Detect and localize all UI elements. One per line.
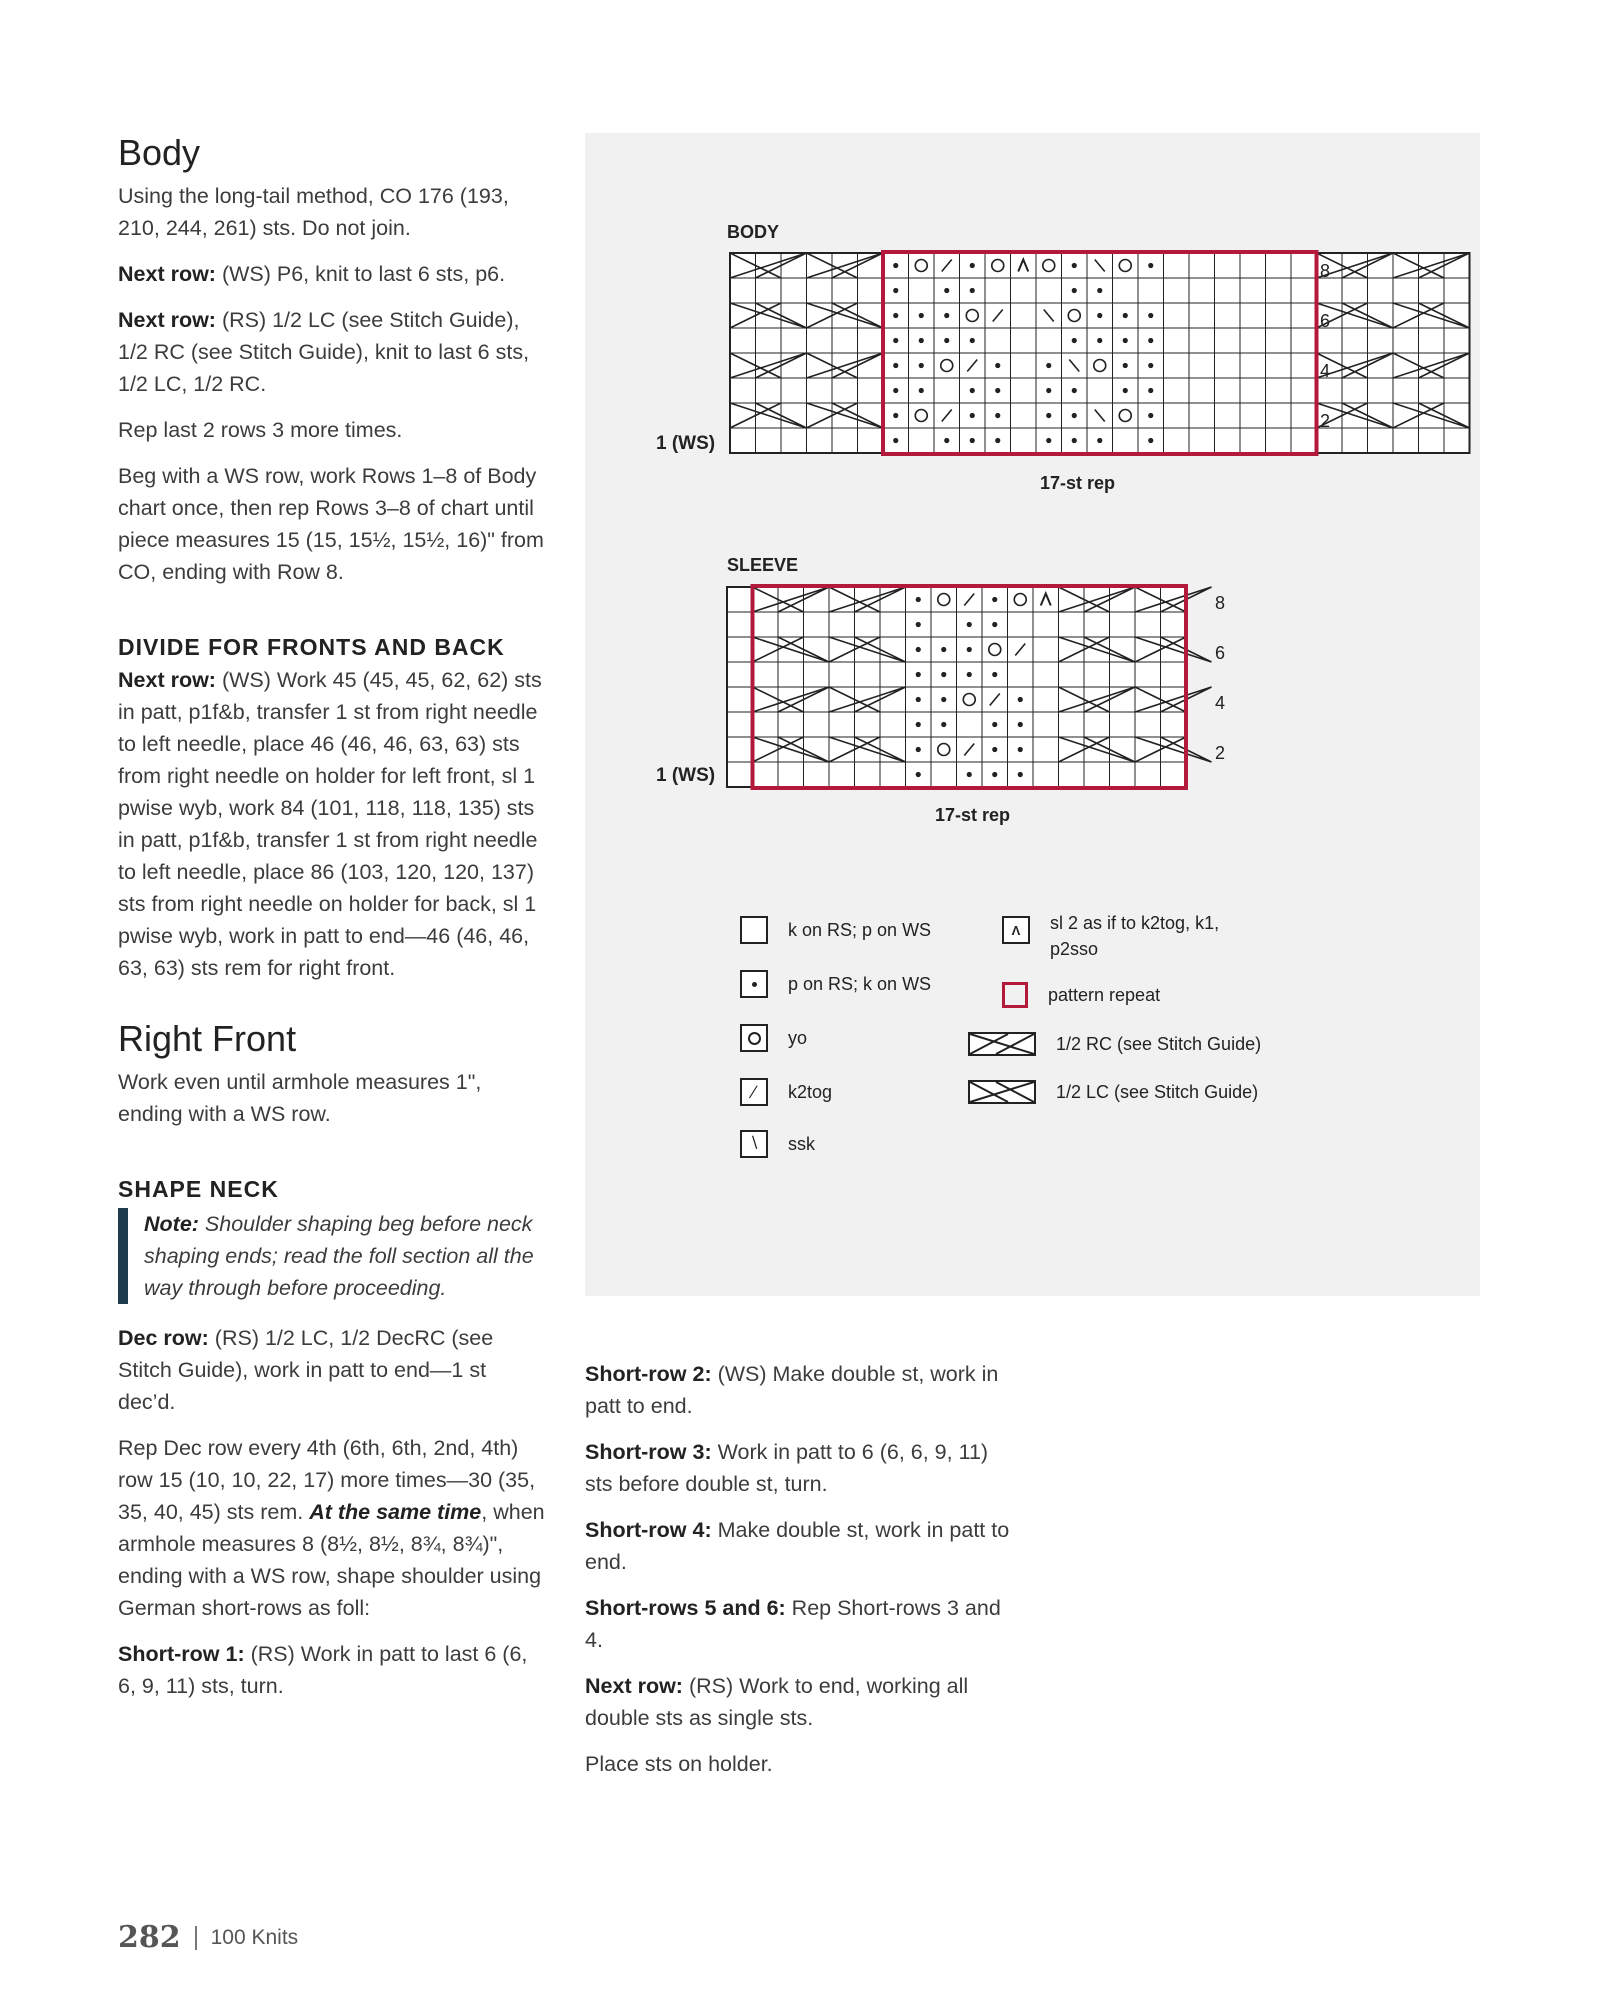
text: (RS) Work to end, working all double sts as single sts.	[585, 1674, 969, 1730]
page-number: 282	[118, 1920, 181, 1955]
body-chart-purl-dot	[893, 413, 898, 418]
sl2-k1-p2sso-icon: Λ	[1002, 916, 1030, 944]
body-paragraph-5: Beg with a WS row, work Rows 1–8 of Body chart once, then rep Rows 3–8 of chart until piece measures 15 (15, 15½, 15½, 16)" from CO, ending with Row 8.	[118, 464, 544, 584]
body-chart-purl-dot	[1046, 363, 1051, 368]
note-text: Shoulder shaping beg before neck shaping ends; read the foll section all the way through before proceeding.	[144, 1212, 534, 1300]
sleeve-chart-purl-dot	[992, 772, 997, 777]
cable-rc-icon	[968, 1032, 1036, 1056]
label: Dec row:	[118, 1326, 209, 1350]
legend-yo-text: yo	[788, 1027, 808, 1048]
text: , when armhole measures 8 (8½, 8½, 8¾, 8¾)", ending with a WS row, shape shoulder using German short-rows as foll:	[118, 1500, 545, 1620]
divide-heading: DIVIDE FOR FRONTS AND BACK	[118, 634, 505, 660]
legend-purl	[740, 970, 931, 998]
page-footer	[118, 1920, 298, 1955]
legend-repeat	[1002, 982, 1160, 1008]
body-chart-purl-dot	[1123, 313, 1128, 318]
sleeve-chart-purl-dot	[916, 597, 921, 602]
sleeve-chart-purl-dot	[1018, 722, 1023, 727]
legend-lc	[968, 1080, 1258, 1104]
body-row-8-label: 8	[1320, 261, 1331, 281]
sleeve-chart-purl-dot	[992, 622, 997, 627]
legend-rc-text: 1/2 RC (see Stitch Guide)	[1056, 1033, 1262, 1054]
sleeve-chart-title: SLEEVE	[727, 555, 799, 575]
sleeve-chart-purl-dot	[967, 647, 972, 652]
legend-knit-text: k on RS; p on WS	[788, 919, 932, 940]
legend-sl2	[1002, 910, 1220, 962]
text: (WS) Work 45 (45, 45, 62, 62) sts in patt, p1f&b, transfer 1 st from right needle to left needle, place 46 (46, 46, 63, 63) sts from right needle on holder for left front, sl 1 pwise wyb, work 84 (101, 118, 118, 135) sts in patt, p1f&b, transfer 1 st from right needle to left needle, place 86 (103, 120, 120, 137) sts from right needle on holder for back, sl 1 pwise wyb, work in patt to end—46 (46, 46, 63, 63) sts rem for right front.	[118, 668, 542, 980]
legend-yo	[740, 1024, 807, 1052]
body-chart-purl-dot	[1148, 413, 1153, 418]
body-chart-purl-dot	[919, 363, 924, 368]
short-row-4-paragraph	[585, 1514, 1015, 1578]
sleeve-chart-purl-dot	[992, 722, 997, 727]
body-chart-purl-dot	[970, 388, 975, 393]
footer-divider	[195, 1926, 197, 1950]
next-row-paragraph	[585, 1670, 1015, 1734]
body-row-6-label: 6	[1320, 311, 1331, 331]
label: Short-rows 5 and 6:	[585, 1596, 786, 1620]
sleeve-chart-purl-dot	[916, 647, 921, 652]
continued-column	[585, 1358, 1015, 1794]
ssk-icon: ∖	[740, 1130, 768, 1158]
text: (RS) 1/2 LC, 1/2 DecRC (see Stitch Guide), work in patt to end—1 st dec’d.	[118, 1326, 494, 1414]
sleeve-chart-purl-dot	[916, 697, 921, 702]
emphasis: At the same time	[309, 1500, 482, 1524]
sleeve-chart-purl-dot	[992, 672, 997, 677]
sleeve-chart-purl-dot	[941, 722, 946, 727]
legend-ssk-text: ssk	[788, 1133, 815, 1154]
sleeve-chart-purl-dot	[967, 622, 972, 627]
body-chart-purl-dot	[1148, 363, 1153, 368]
text: (WS) Make double st, work in patt to end.	[585, 1362, 999, 1418]
purl-icon	[740, 970, 768, 998]
body-chart-purl-dot	[1046, 438, 1051, 443]
sleeve-row-4-label: 4	[1215, 693, 1226, 713]
body-chart-purl-dot	[919, 338, 924, 343]
body-chart-purl-dot	[995, 363, 1000, 368]
body-chart-purl-dot	[944, 438, 949, 443]
body-chart-purl-dot	[1046, 388, 1051, 393]
sleeve-chart-purl-dot	[1018, 747, 1023, 752]
yo-icon	[740, 1024, 768, 1052]
body-chart-purl-dot	[919, 313, 924, 318]
right-front-heading: Right Front	[118, 1018, 297, 1059]
short-row-2-paragraph	[585, 1358, 1015, 1422]
text: (RS) Work in patt to last 6 (6, 6, 9, 11) sts, turn.	[118, 1642, 528, 1698]
sleeve-row-1-label: 1 (WS)	[656, 765, 716, 786]
text: (WS) P6, knit to last 6 sts, p6.	[215, 262, 506, 286]
sleeve-row-8-label: 8	[1215, 593, 1226, 613]
sleeve-chart-purl-dot	[1018, 697, 1023, 702]
short-rows-5-6-paragraph	[585, 1592, 1015, 1656]
body-chart-purl-dot	[893, 263, 898, 268]
body-chart-purl-dot	[919, 388, 924, 393]
sleeve-chart-purl-dot	[916, 622, 921, 627]
body-heading: Body	[118, 132, 201, 173]
body-chart-purl-dot	[1072, 263, 1077, 268]
body-chart-purl-dot	[1148, 313, 1153, 318]
body-chart-purl-dot	[1123, 363, 1128, 368]
text: Rep Short-rows 3 and 4.	[585, 1596, 1001, 1652]
body-chart-purl-dot	[1046, 413, 1051, 418]
body-repeat-label: 17-st rep	[1040, 473, 1116, 493]
sleeve-chart-purl-dot	[916, 747, 921, 752]
body-chart-purl-dot	[1072, 338, 1077, 343]
sleeve-chart-purl-dot	[941, 697, 946, 702]
body-chart-purl-dot	[995, 413, 1000, 418]
label: Next row:	[118, 668, 216, 692]
body-chart-purl-dot	[970, 263, 975, 268]
body-chart-purl-dot	[1072, 388, 1077, 393]
sleeve-chart-purl-dot	[941, 672, 946, 677]
legend-lc-text: 1/2 LC (see Stitch Guide)	[1056, 1081, 1259, 1102]
text: Make double st, work in patt to end.	[585, 1518, 1010, 1574]
body-chart-purl-dot	[970, 438, 975, 443]
body-chart-grid	[730, 252, 1470, 454]
sleeve-row-6-label: 6	[1215, 643, 1226, 663]
label: Next row:	[585, 1674, 683, 1698]
sleeve-chart-purl-dot	[916, 672, 921, 677]
label: Short-row 3:	[585, 1440, 712, 1464]
sleeve-chart-purl-dot	[941, 647, 946, 652]
text: Work in patt to 6 (6, 6, 9, 11) sts before double st, turn.	[585, 1440, 989, 1496]
sleeve-chart-purl-dot	[992, 747, 997, 752]
body-chart-purl-dot	[944, 313, 949, 318]
body-chart-purl-dot	[1097, 288, 1102, 293]
label: Short-row 1:	[118, 1642, 245, 1666]
label: Next row:	[118, 308, 216, 332]
label: Next row:	[118, 262, 216, 286]
right-front-paragraph: Work even until armhole measures 1", ending with a WS row.	[118, 1070, 482, 1126]
body-chart-title: BODY	[727, 222, 780, 242]
sleeve-row-2-label: 2	[1215, 743, 1226, 763]
label: Short-row 2:	[585, 1362, 712, 1386]
knit-icon	[740, 916, 768, 944]
shape-neck-heading: SHAPE NECK	[118, 1176, 279, 1202]
body-chart-purl-dot	[1123, 338, 1128, 343]
body-chart-purl-dot	[995, 388, 1000, 393]
body-row-4-label: 4	[1320, 361, 1331, 381]
body-chart-purl-dot	[1097, 338, 1102, 343]
legend-k2tog	[740, 1078, 832, 1106]
body-chart-purl-dot	[893, 363, 898, 368]
text: (RS) 1/2 LC (see Stitch Guide), 1/2 RC (see Stitch Guide), knit to last 6 sts, 1/2 LC, 1/2 RC.	[118, 308, 530, 396]
chart-legend	[740, 910, 1360, 1180]
sleeve-chart-grid	[727, 586, 1212, 788]
body-chart-purl-dot	[1148, 388, 1153, 393]
body-chart-purl-dot	[893, 338, 898, 343]
k2tog-icon: ∕	[740, 1078, 768, 1106]
body-chart-purl-dot	[1123, 388, 1128, 393]
legend-sl2-text: sl 2 as if to k2tog, k1, p2sso	[1050, 913, 1220, 959]
legend-ssk	[740, 1130, 815, 1158]
note-label: Note:	[144, 1212, 199, 1236]
body-chart-purl-dot	[1072, 288, 1077, 293]
legend-knit	[740, 916, 931, 944]
body-chart-purl-dot	[1097, 313, 1102, 318]
sleeve-chart-purl-dot	[967, 672, 972, 677]
body-chart-purl-dot	[1148, 338, 1153, 343]
legend-purl-text: p on RS; k on WS	[788, 973, 932, 994]
body-chart-purl-dot	[893, 288, 898, 293]
sleeve-chart-purl-dot	[967, 772, 972, 777]
sleeve-repeat-label: 17-st rep	[935, 805, 1011, 825]
text: Rep Dec row every 4th (6th, 6th, 2nd, 4th) row 15 (10, 10, 22, 17) more times—30 (35, 35, 40, 45) sts rem.	[118, 1436, 536, 1524]
body-row-1-label: 1 (WS)	[656, 433, 716, 454]
body-chart-purl-dot	[970, 413, 975, 418]
pattern-repeat-icon	[1002, 982, 1028, 1008]
body-chart-purl-dot	[893, 388, 898, 393]
body-chart-purl-dot	[944, 338, 949, 343]
legend-k2tog-text: k2tog	[788, 1081, 833, 1102]
body-chart-purl-dot	[970, 288, 975, 293]
book-title: 100 Knits	[210, 1925, 299, 1949]
legend-repeat-text: pattern repeat	[1048, 984, 1161, 1005]
place-sts-paragraph: Place sts on holder.	[585, 1752, 773, 1776]
body-chart-purl-dot	[1097, 438, 1102, 443]
sleeve-chart-purl-dot	[992, 597, 997, 602]
sleeve-chart-purl-dot	[1018, 772, 1023, 777]
short-row-3-paragraph	[585, 1436, 1015, 1500]
body-paragraph-1: Using the long-tail method, CO 176 (193, 210, 244, 261) sts. Do not join.	[118, 184, 509, 240]
body-chart-purl-dot	[893, 313, 898, 318]
body-chart-purl-dot	[1072, 413, 1077, 418]
body-chart-purl-dot	[1148, 438, 1153, 443]
legend-rc	[968, 1032, 1261, 1056]
sleeve-chart-purl-dot	[916, 772, 921, 777]
body-chart-purl-dot	[1148, 263, 1153, 268]
sleeve-chart-purl-dot	[916, 722, 921, 727]
cable-lc-icon	[968, 1080, 1036, 1104]
body-chart-purl-dot	[944, 288, 949, 293]
body-row-2-label: 2	[1320, 411, 1331, 431]
body-paragraph-4: Rep last 2 rows 3 more times.	[118, 418, 403, 442]
body-chart-purl-dot	[893, 438, 898, 443]
label: Short-row 4:	[585, 1518, 712, 1542]
body-chart-purl-dot	[995, 438, 1000, 443]
body-chart-purl-dot	[970, 338, 975, 343]
body-chart-purl-dot	[1072, 438, 1077, 443]
